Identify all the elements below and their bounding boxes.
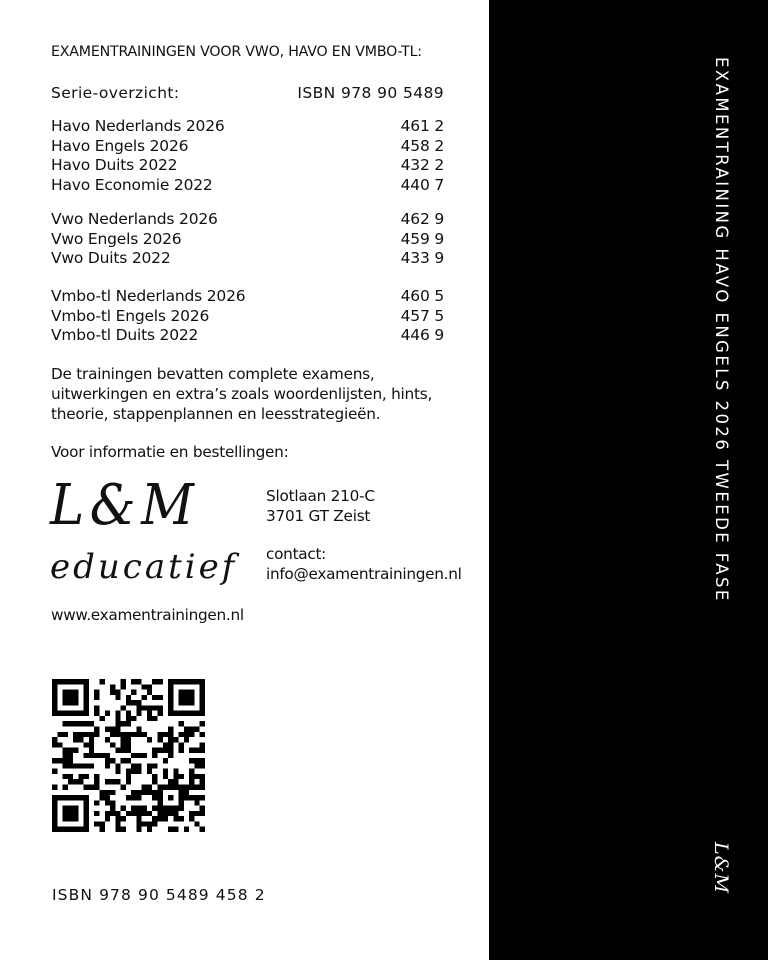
website-link[interactable]: www.examentrainingen.nl <box>51 606 244 624</box>
address-street: Slotlaan 210-C <box>266 487 375 505</box>
address-city: 3701 GT Zeist <box>266 507 371 525</box>
series-label: Serie-overzicht: <box>51 84 180 102</box>
series-overview-header <box>51 84 444 102</box>
item-title: Havo Economie 2022 <box>51 175 213 194</box>
address <box>266 486 375 526</box>
item-code: 432 2 <box>400 156 444 174</box>
item-title: Vwo Engels 2026 <box>51 229 182 248</box>
series-isbn-prefix: ISBN 978 90 5489 <box>297 84 444 102</box>
item-title: Havo Nederlands 2026 <box>51 117 225 135</box>
list-item <box>51 210 444 230</box>
description-line: uitwerkingen en extra’s zoals woordenlijsten, hints, <box>51 385 433 403</box>
item-title: Havo Engels 2026 <box>51 136 189 155</box>
series-heading: EXAMENTRAININGEN VOOR VWO, HAVO EN VMBO-TL: <box>51 44 422 60</box>
list-item <box>51 230 444 250</box>
list-item <box>51 117 444 137</box>
item-title: Havo Duits 2022 <box>51 156 178 174</box>
havo-group <box>51 117 444 195</box>
item-code: 461 2 <box>400 117 444 135</box>
spine-title: EXAMENTRAINING HAVO ENGELS 2026 TWEEDE FASE <box>712 57 731 603</box>
list-item <box>51 156 444 176</box>
publisher-logo-sub: educatief <box>50 547 238 587</box>
list-item <box>51 176 444 196</box>
description-line: theorie, stappenplannen en leesstrategieën. <box>51 405 381 423</box>
item-code: 459 9 <box>400 229 444 248</box>
contact-label: contact: <box>266 545 326 563</box>
item-code: 458 2 <box>400 136 444 155</box>
contact <box>266 544 462 584</box>
vwo-group <box>51 210 444 269</box>
item-code: 440 7 <box>400 175 444 194</box>
item-title: Vwo Nederlands 2026 <box>51 210 218 228</box>
qr-code-icon[interactable] <box>52 679 205 832</box>
item-title: Vmbo-tl Engels 2026 <box>51 306 210 325</box>
item-code: 433 9 <box>400 249 444 267</box>
spine-logo: L&M <box>710 842 732 894</box>
item-title: Vmbo-tl Nederlands 2026 <box>51 287 246 305</box>
vmbo-group <box>51 287 444 346</box>
item-title: Vwo Duits 2022 <box>51 249 171 267</box>
contact-email[interactable]: info@examentrainingen.nl <box>266 565 462 583</box>
item-code: 462 9 <box>400 210 444 228</box>
list-item <box>51 137 444 157</box>
item-code: 460 5 <box>400 287 444 305</box>
isbn: ISBN 978 90 5489 458 2 <box>52 886 266 904</box>
description-line: De trainingen bevatten complete examens, <box>51 365 375 383</box>
list-item <box>51 307 444 327</box>
item-code: 457 5 <box>400 306 444 325</box>
list-item <box>51 287 444 307</box>
list-item <box>51 326 444 346</box>
list-item <box>51 249 444 269</box>
publisher-logo-main: L&M <box>50 473 200 538</box>
info-label: Voor informatie en bestellingen: <box>51 443 289 461</box>
item-code: 446 9 <box>400 326 444 344</box>
item-title: Vmbo-tl Duits 2022 <box>51 326 199 344</box>
description <box>51 364 451 424</box>
